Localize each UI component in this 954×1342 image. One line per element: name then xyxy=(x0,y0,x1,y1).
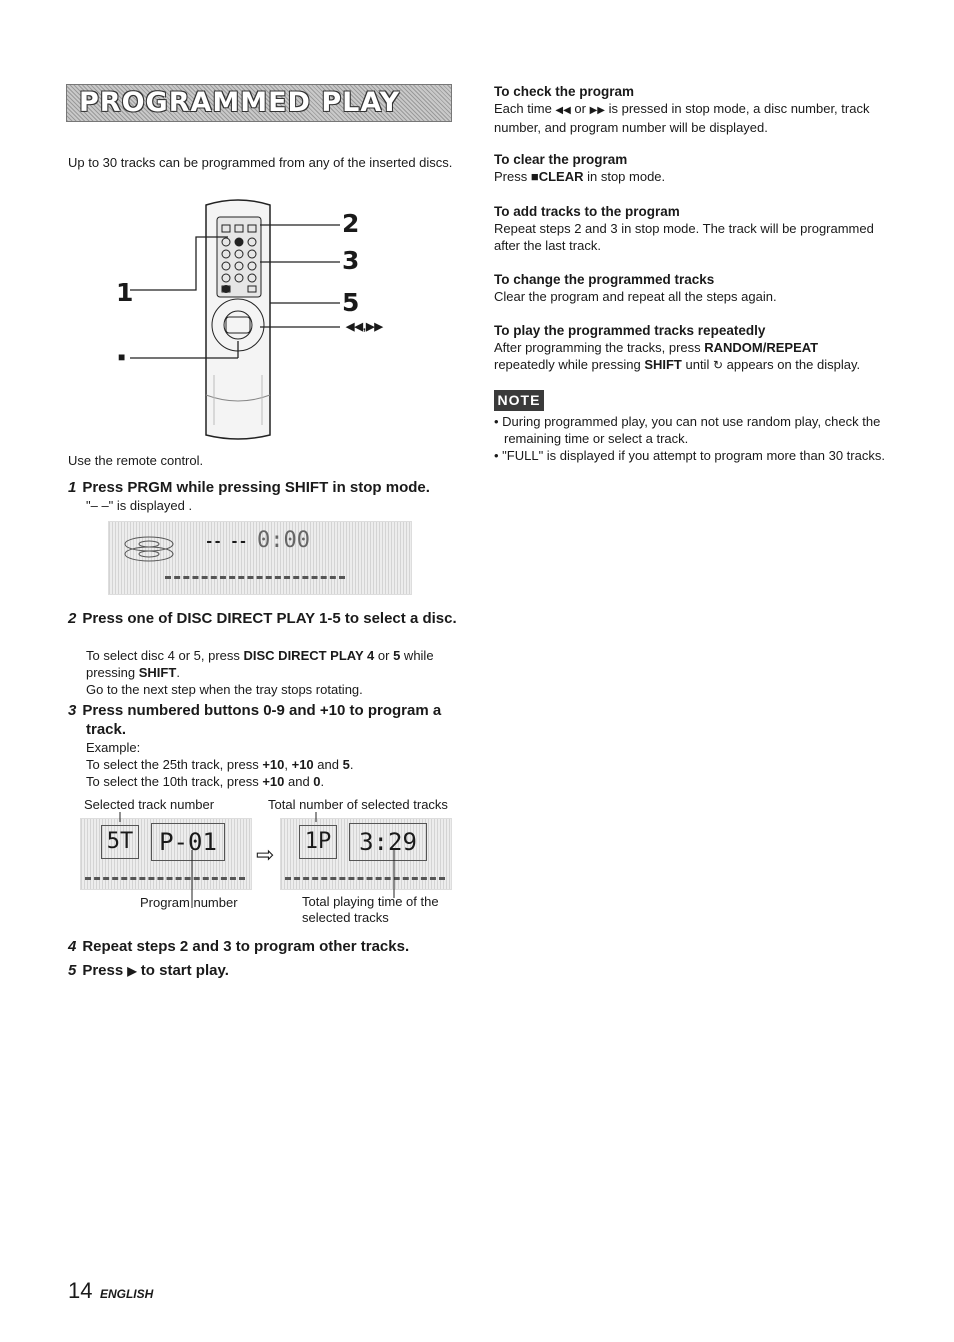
change-body: Clear the program and repeat all the steps again. xyxy=(494,289,777,304)
intro-text: Up to 30 tracks can be programmed from any of the inserted discs. xyxy=(68,155,453,170)
add-heading: To add tracks to the program xyxy=(494,204,680,219)
repeat-icon: ↻ xyxy=(712,358,724,372)
text-run: +10 xyxy=(291,757,314,772)
step-1-sub: "– –" is displayed . xyxy=(86,498,193,513)
text-run: or xyxy=(374,648,394,663)
language-label: ENGLISH xyxy=(99,1287,154,1301)
add-body: Repeat steps 2 and 3 in stop mode. The track will be programmed after the last track. xyxy=(494,221,874,253)
step-2-body xyxy=(86,647,458,698)
callout-1: 1 xyxy=(116,278,134,307)
text-run: , xyxy=(284,757,292,772)
text-run: in stop mode. xyxy=(583,169,666,184)
step-3-number: 3 xyxy=(68,702,77,719)
step-5-text: Press xyxy=(82,962,124,979)
label-program-number: Program number xyxy=(140,895,238,910)
step-2 xyxy=(68,609,476,628)
step-1-number: 1 xyxy=(68,479,77,496)
step-2-number: 2 xyxy=(68,610,77,627)
text-run: DISC DIRECT PLAY 4 xyxy=(243,648,375,663)
text-run: and xyxy=(313,757,343,772)
display-2-track-count: 1P xyxy=(299,825,337,859)
text-run: . xyxy=(176,665,180,680)
display-1-time: 0:00 xyxy=(257,528,310,553)
change-heading: To change the programmed tracks xyxy=(494,272,715,287)
text-run: SHIFT xyxy=(644,357,682,372)
check-body xyxy=(494,100,880,136)
display-2-program: P-01 xyxy=(151,823,225,861)
label-total-time: Total playing time of the selected tracks xyxy=(302,894,439,925)
text-run: After programming the tracks, press xyxy=(494,340,705,355)
text-run: or xyxy=(570,101,590,116)
page-title: PROGRAMMED PLAY xyxy=(79,87,401,118)
text-run: until xyxy=(681,357,713,372)
text-run: +10 xyxy=(262,774,285,789)
repeat-heading: To play the programmed tracks repeatedly xyxy=(494,323,766,338)
page-number: 14 xyxy=(68,1278,93,1303)
clear-body xyxy=(494,168,665,185)
display-2-disc-track: 5T xyxy=(101,825,139,859)
callout-seek: ◀◀,▶▶ xyxy=(346,321,383,333)
page-footer xyxy=(68,1278,153,1304)
note-bullet-2: • "FULL" is displayed if you attempt to program more than 30 tracks. xyxy=(494,448,885,463)
text-run: . xyxy=(349,757,354,772)
step-4-text: Repeat steps 2 and 3 to program other tracks. xyxy=(82,938,410,955)
step-3 xyxy=(68,701,476,739)
callout-2: 2 xyxy=(342,209,360,238)
display-1-dashes: -- -- xyxy=(205,534,248,550)
arrow-right-icon: ⇨ xyxy=(256,842,275,867)
rewind-icon: ◀◀ xyxy=(555,105,571,116)
text-run: 5 xyxy=(393,648,401,663)
text-run: Go to the next step when the tray stops rotating. xyxy=(86,682,363,697)
callout-stop: ■ xyxy=(118,350,126,364)
display-1 xyxy=(108,521,412,595)
step-1 xyxy=(68,478,468,497)
display-1-segments xyxy=(165,576,345,579)
text-run: To select the 25th track, press xyxy=(86,757,263,772)
text-run: appears on the display. xyxy=(723,357,861,372)
callout-3: 3 xyxy=(342,246,360,275)
text-run: 0 xyxy=(313,774,321,789)
display-2-time: 3:29 xyxy=(349,823,427,861)
step-4 xyxy=(68,937,458,956)
label-selected-track: Selected track number xyxy=(84,797,215,812)
text-run: ■CLEAR xyxy=(530,169,584,184)
step-5-text-end: to start play. xyxy=(140,962,229,979)
check-heading: To check the program xyxy=(494,84,635,99)
fast-forward-icon: ▶▶ xyxy=(589,105,605,116)
text-run: while pressing xyxy=(86,648,434,680)
text-run: Press xyxy=(494,169,531,184)
step-5 xyxy=(68,961,458,981)
repeat-body xyxy=(494,339,880,374)
text-run: Example: xyxy=(86,740,141,755)
text-run: Each time xyxy=(494,101,556,116)
text-run: RANDOM/REPEAT xyxy=(704,340,819,355)
step-4-number: 4 xyxy=(68,938,77,955)
text-run: SHIFT xyxy=(138,665,177,680)
text-run: To select disc 4 or 5, press xyxy=(86,648,244,663)
note-badge: NOTE xyxy=(494,390,544,411)
step-3-body xyxy=(86,739,458,790)
text-run: repeatedly while pressing xyxy=(494,357,645,372)
remote-caption: Use the remote control. xyxy=(68,453,204,468)
text-run: +10 xyxy=(262,757,285,772)
note-bullet-1: • During programmed play, you can not use random play, check the remaining time or select a track. xyxy=(494,414,881,446)
step-2-text: Press one of DISC DIRECT PLAY 1-5 to select a disc. xyxy=(82,610,457,627)
text-run: is pressed in stop mode, a disc number, track number, and program number will be displayed. xyxy=(494,101,870,135)
clear-heading: To clear the program xyxy=(494,152,628,167)
step-1-text: Press PRGM while pressing SHIFT in stop mode. xyxy=(82,479,430,496)
text-run: . xyxy=(320,774,325,789)
label-total-number: Total number of selected tracks xyxy=(268,797,448,812)
step-3-text: Press numbered buttons 0-9 and +10 to program a track. xyxy=(82,702,442,738)
step-5-number: 5 xyxy=(68,962,77,979)
text-run: 5 xyxy=(342,757,350,772)
page-title-banner xyxy=(66,84,452,122)
text-run: To select the 10th track, press xyxy=(86,774,263,789)
callout-5: 5 xyxy=(342,288,360,317)
text-run: and xyxy=(284,774,314,789)
play-icon: ▶ xyxy=(127,964,137,978)
